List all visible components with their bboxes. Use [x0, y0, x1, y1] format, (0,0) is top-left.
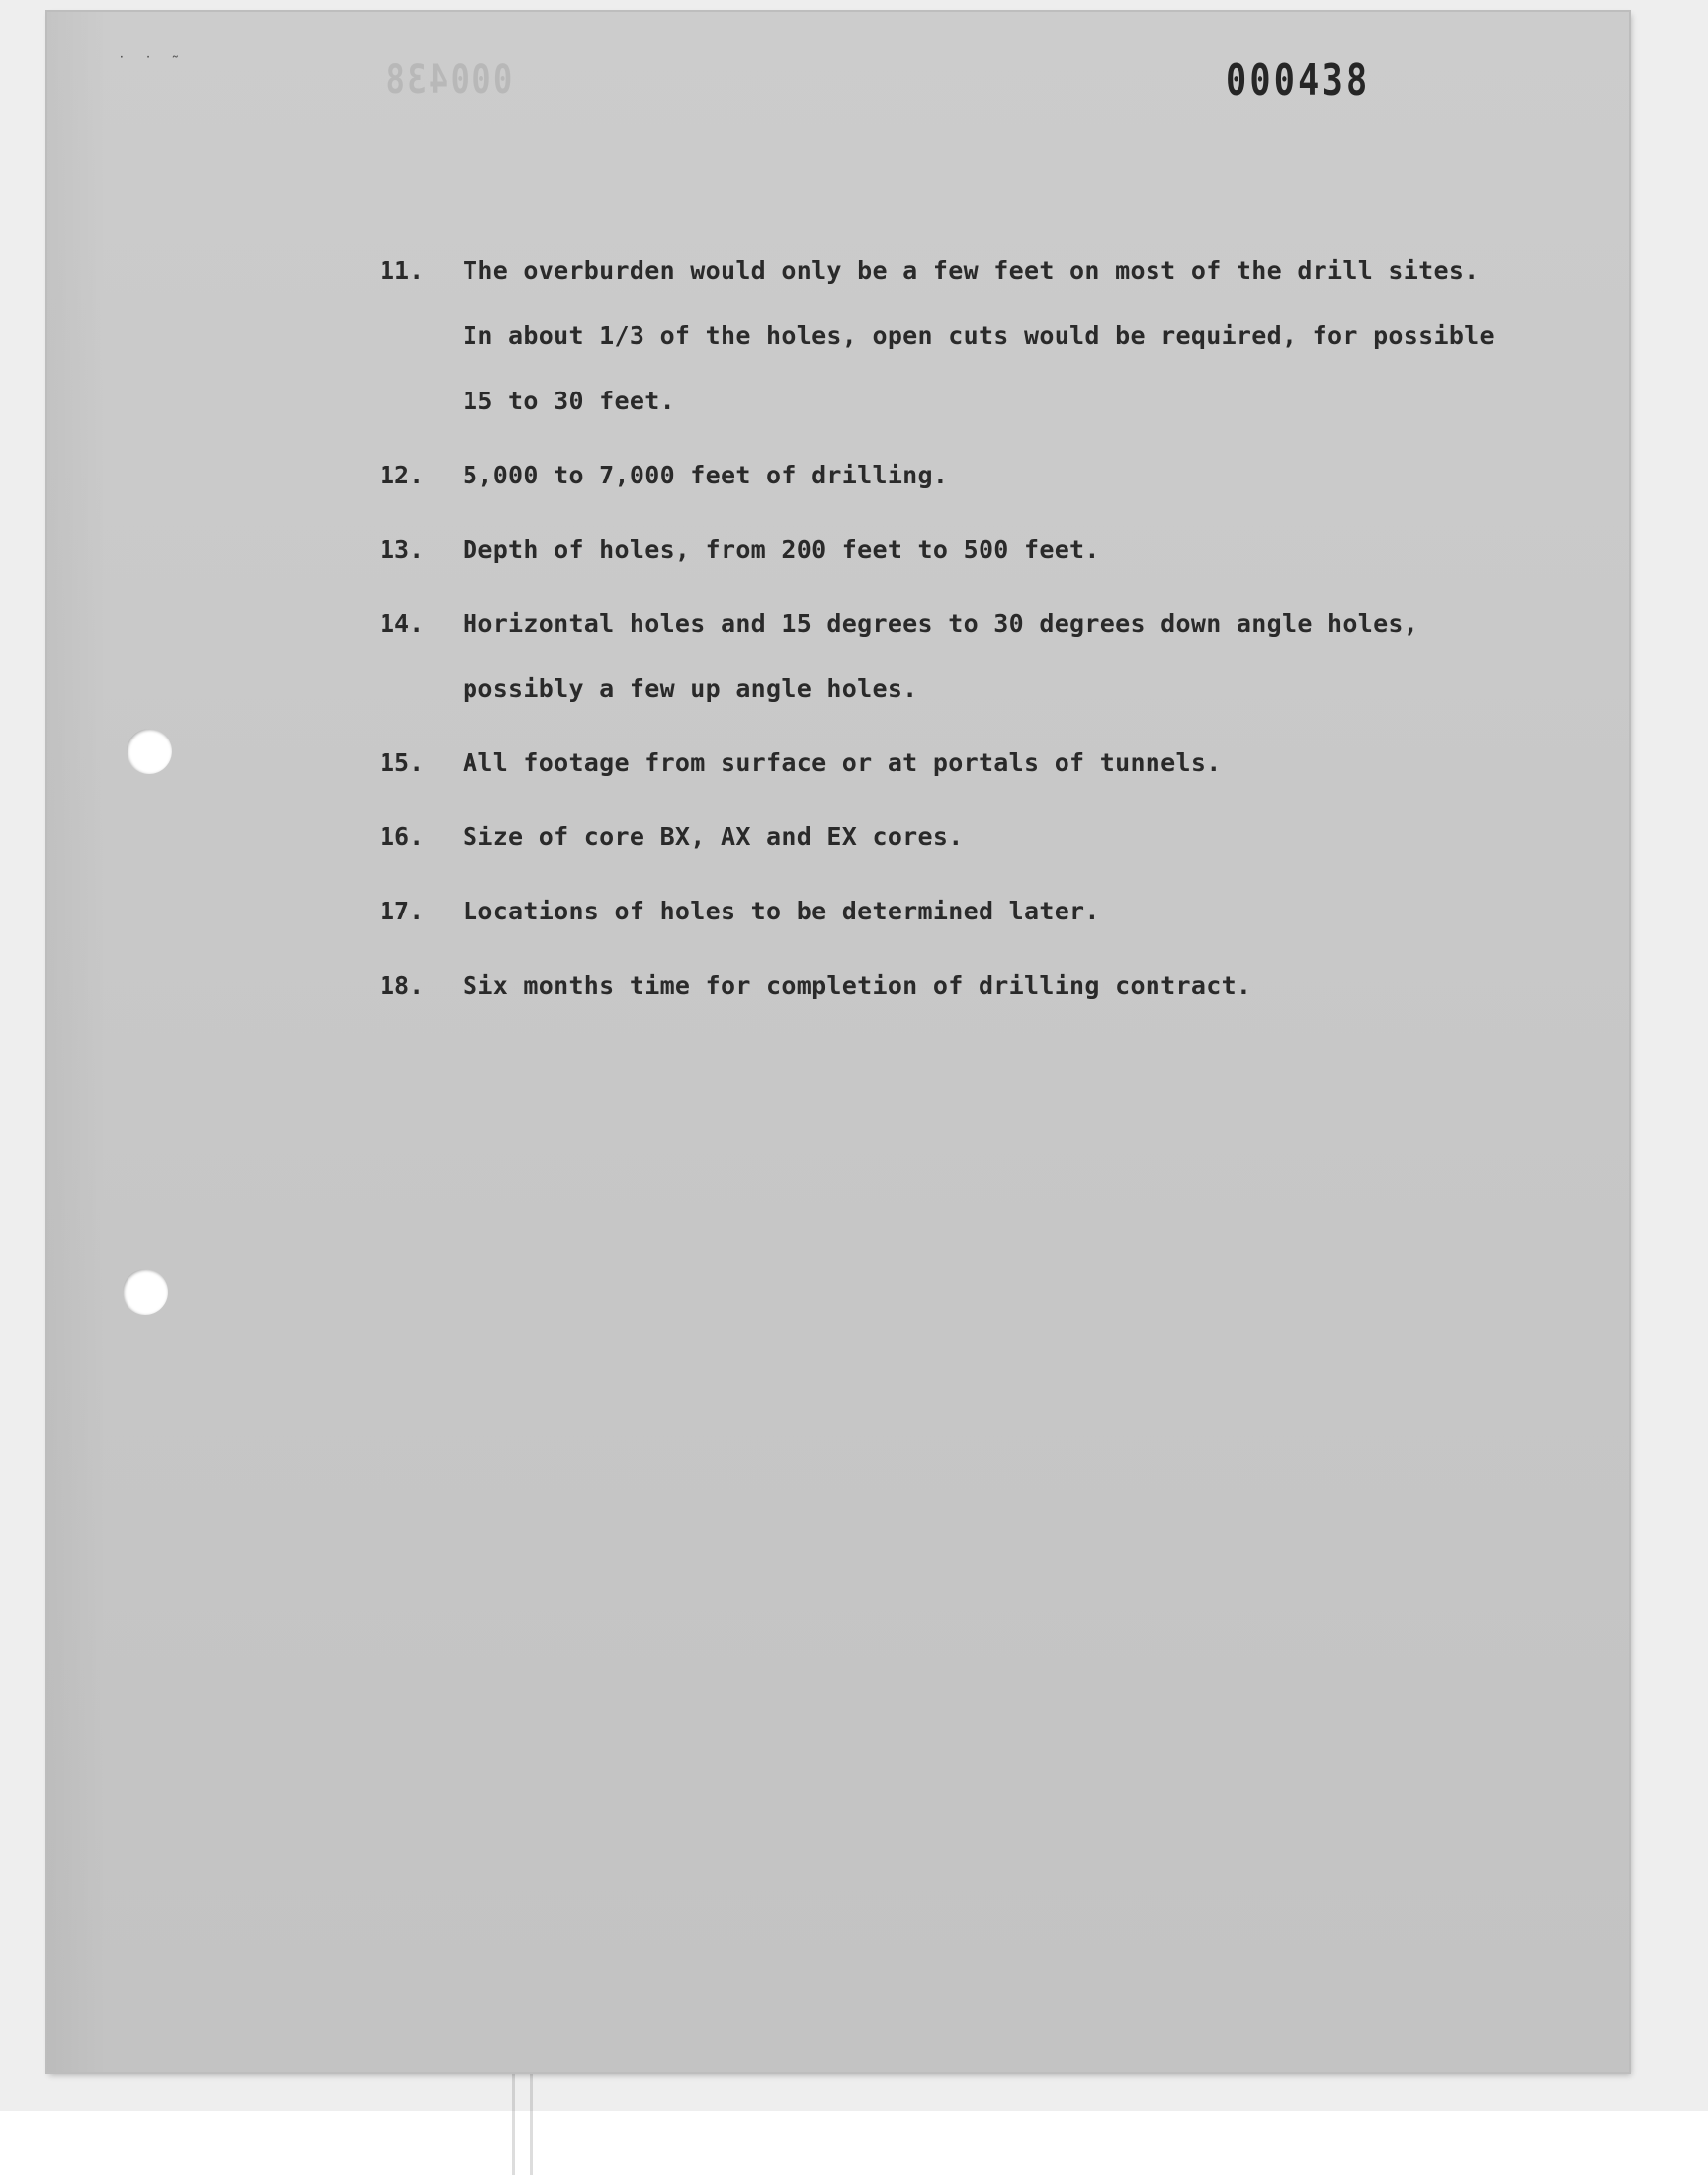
list-item	[380, 452, 1496, 508]
item-number: 12.	[380, 461, 425, 489]
item-text: All footage from surface or at portals of tunnels.	[463, 748, 1222, 777]
list-item	[380, 526, 1496, 582]
item-number: 13.	[380, 535, 425, 564]
list-item	[380, 962, 1496, 1018]
punch-hole	[127, 729, 172, 774]
item-text: 5,000 to 7,000 feet of drilling.	[463, 461, 949, 489]
item-text: Horizontal holes and 15 degrees to 30 degrees down angle holes, possibly a few up angle holes.	[463, 609, 1419, 703]
list-item	[380, 740, 1496, 796]
numbered-list	[380, 247, 1496, 1036]
item-text: Size of core BX, AX and EX cores.	[463, 823, 964, 851]
speck-marks: ˙ ˙ ˜	[117, 53, 185, 72]
item-number: 17.	[380, 897, 425, 925]
list-item	[380, 888, 1496, 944]
item-number: 14.	[380, 609, 425, 638]
item-number: 16.	[380, 823, 425, 851]
document-number: 000438	[1226, 55, 1371, 106]
item-number: 15.	[380, 748, 425, 777]
list-item	[380, 247, 1496, 434]
punch-hole	[123, 1269, 168, 1315]
item-number: 11.	[380, 256, 425, 285]
bleed-through-number: 000438	[384, 57, 513, 103]
item-number: 18.	[380, 971, 425, 1000]
item-text: The overburden would only be a few feet on most of the drill sites. In about 1/3 of the holes, open cuts would be required, for possible 15 to 30 feet.	[463, 256, 1494, 415]
list-item	[380, 814, 1496, 870]
item-text: Six months time for completion of drilling contract.	[463, 971, 1252, 1000]
list-item	[380, 600, 1496, 722]
item-text: Locations of holes to be determined later.	[463, 897, 1100, 925]
item-text: Depth of holes, from 200 feet to 500 feet.	[463, 535, 1100, 564]
